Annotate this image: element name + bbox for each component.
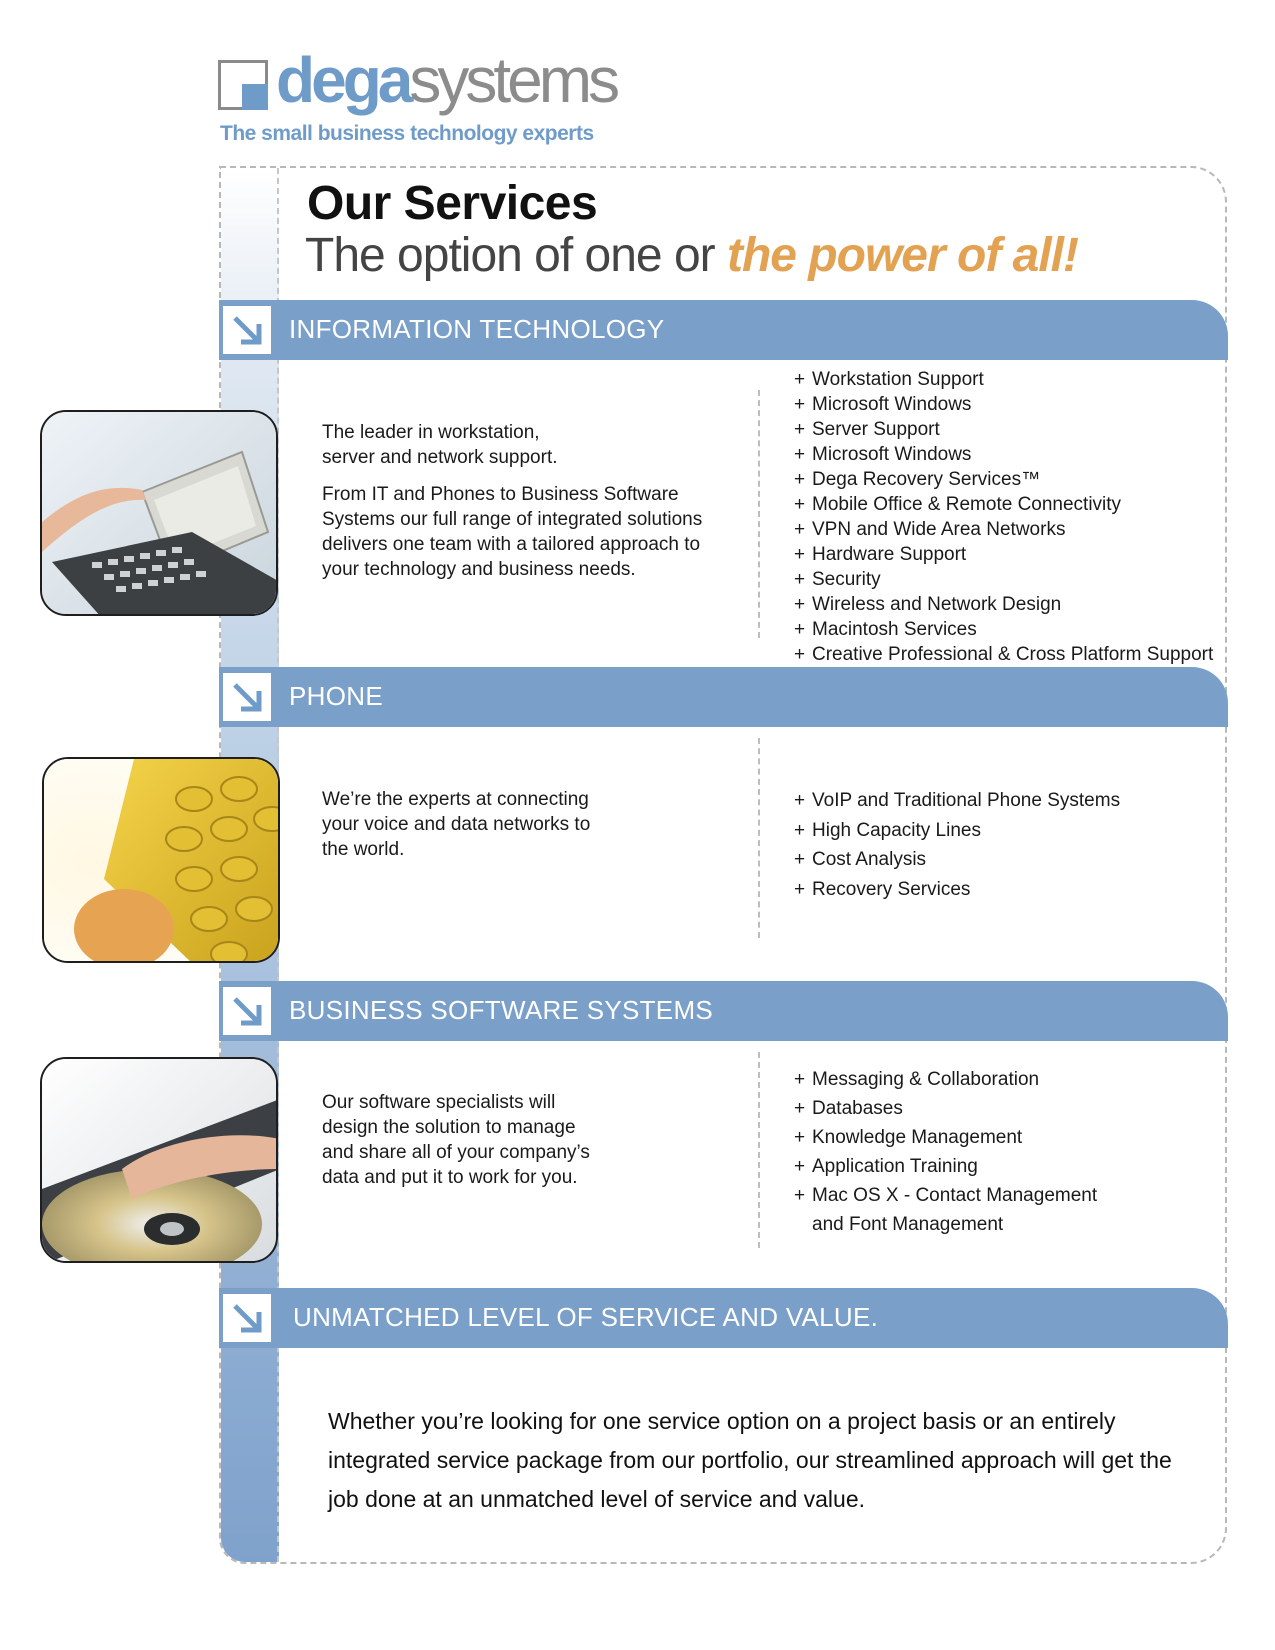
section-title: UNMATCHED LEVEL OF SERVICE AND VALUE. xyxy=(293,1302,879,1332)
section-bar-information-technology xyxy=(219,300,1228,360)
phone-keypad-photo xyxy=(42,757,280,963)
list-item: + Mobile Office & Remote Connectivity xyxy=(794,492,1213,517)
section-title: PHONE xyxy=(289,681,383,711)
list-item: + Workstation Support xyxy=(794,367,1213,392)
tagline: The small business technology experts xyxy=(220,122,594,145)
column-divider xyxy=(758,738,760,938)
section-title: BUSINESS SOFTWARE SYSTEMS xyxy=(289,995,714,1025)
list-item: + VPN and Wide Area Networks xyxy=(794,517,1213,542)
laptop-keyboard-photo xyxy=(40,410,278,616)
list-item: + Knowledge Management xyxy=(794,1123,1097,1152)
list-item: + Server Support xyxy=(794,417,1213,442)
list-item: + Hardware Support xyxy=(794,542,1213,567)
section-title: INFORMATION TECHNOLOGY xyxy=(289,314,665,344)
list-item: + Application Training xyxy=(794,1152,1097,1181)
list-item: + Messaging & Collaboration xyxy=(794,1065,1097,1094)
list-item: + Databases xyxy=(794,1094,1097,1123)
section-bar-phone xyxy=(219,667,1228,727)
list-item: + Cost Analysis xyxy=(794,845,1120,875)
section-bar-unmatched-level xyxy=(219,1288,1228,1348)
arrow-down-right-icon xyxy=(223,1294,271,1342)
logo-wordmark: degasystems xyxy=(276,44,617,116)
list-item: + Mac OS X - Contact Management xyxy=(794,1181,1097,1210)
disc-drive-photo xyxy=(40,1057,278,1263)
list-item: and Font Management xyxy=(812,1214,1004,1235)
section-description: We’re the experts at connecting your voice and data networks to the world. xyxy=(322,789,591,860)
service-list xyxy=(794,1065,1097,1239)
list-item: + VoIP and Traditional Phone Systems xyxy=(794,786,1120,816)
arrow-down-right-icon xyxy=(223,987,271,1035)
service-list xyxy=(794,786,1120,904)
list-item: + Recovery Services xyxy=(794,875,1120,905)
subtitle-accent: the power of all! xyxy=(726,229,1078,282)
list-item: + Macintosh Services xyxy=(794,617,1213,642)
closing-paragraph: Whether you’re looking for one service option on a project basis or an entirely integrated service package from our portfolio, our streamlined approach will get the job done at an unmatched level of service and value. xyxy=(328,1408,1172,1512)
column-divider xyxy=(758,390,760,638)
arrow-down-right-icon xyxy=(223,673,271,721)
arrow-down-right-icon xyxy=(223,306,271,354)
page-title: Our Services xyxy=(307,177,598,230)
list-item: + High Capacity Lines xyxy=(794,816,1120,846)
list-item: + Microsoft Windows xyxy=(794,392,1213,417)
service-list xyxy=(794,367,1213,667)
list-item: + Security xyxy=(794,567,1213,592)
column-divider xyxy=(758,1052,760,1248)
page-subtitle: The option of one or the power of all! xyxy=(305,229,1078,282)
section-description: The leader in workstation, server and network support. From IT and Phones to Business Software Systems our full range of integrated solutions delivers one team with a tailored approach to your technology and business needs. xyxy=(322,422,703,580)
list-item: + Microsoft Windows xyxy=(794,442,1213,467)
list-item: + Wireless and Network Design xyxy=(794,592,1213,617)
list-item: + Creative Professional & Cross Platform Support xyxy=(794,642,1213,667)
list-item: + Dega Recovery Services™ xyxy=(794,467,1213,492)
section-description: Our software specialists will design the solution to manage and share all of your company’s data and put it to work for you. xyxy=(322,1092,590,1188)
section-bar-business-software-systems xyxy=(219,981,1228,1041)
logo-square-icon xyxy=(218,60,268,110)
